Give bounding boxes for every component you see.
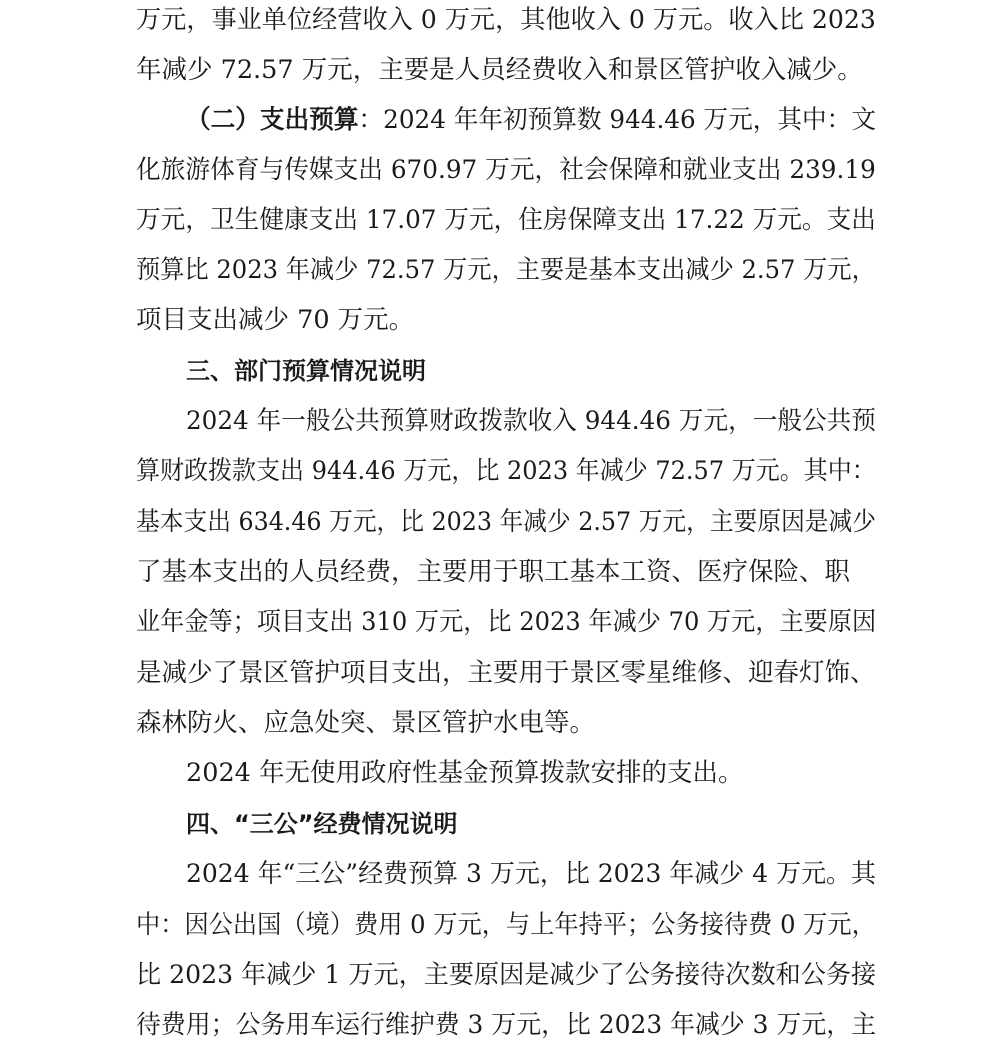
section-heading: 四、“三公”经费情况说明 [186,810,458,838]
body-line: 年减少 72.57 万元，主要是人员经费收入和景区管护收入减少。 [136,55,863,85]
body-line: 待费用；公务用车运行维护费 3 万元，比 2023 年减少 3 万元，主 [136,1010,877,1040]
body-line: 2024 年一般公共预算财政拨款收入 944.46 万元，一般公共预 [186,406,876,436]
body-line: 了基本支出的人员经费，主要用于职工基本工资、医疗保险、职 [136,557,851,587]
body-line: 森林防火、应急处突、景区管护水电等。 [136,708,596,738]
body-line: 2024 年无使用政府性基金预算拨款安排的支出。 [186,758,744,788]
body-line: 算财政拨款支出 944.46 万元，比 2023 年减少 72.57 万元。其中： [136,456,876,486]
body-line: 化旅游体育与传媒支出 670.97 万元，社会保障和就业支出 239.19 [136,155,876,185]
body-line: 万元，事业单位经营收入 0 万元，其他收入 0 万元。收入比 2023 [136,5,876,35]
subsection-title: （二）支出预算 [186,105,359,135]
body-line: 基本支出 634.46 万元，比 2023 年减少 2.57 万元，主要原因是减少 [136,507,877,537]
body-line: 是减少了景区管护项目支出，主要用于景区零星维修、迎春灯饰、 [136,658,876,688]
body-text: ：2024 年年初预算数 944.46 万元，其中：文 [358,105,876,135]
subsection-line [186,102,876,138]
body-line: 比 2023 年减少 1 万元，主要原因是减少了公务接待次数和公务接 [136,960,877,990]
section-heading: 三、部门预算情况说明 [186,357,426,385]
body-line: 中：因公出国（境）费用 0 万元，与上年持平；公务接待费 0 万元， [136,910,876,940]
body-line: 项目支出减少 70 万元。 [136,305,415,335]
body-line: 2024 年“三公”经费预算 3 万元，比 2023 年减少 4 万元。其 [186,859,877,889]
body-line: 万元，卫生健康支出 17.07 万元，住房保障支出 17.22 万元。支出 [136,205,876,235]
body-line: 业年金等；项目支出 310 万元，比 2023 年减少 70 万元，主要原因 [136,607,877,637]
body-line: 预算比 2023 年减少 72.57 万元，主要是基本支出减少 2.57 万元， [136,255,876,285]
